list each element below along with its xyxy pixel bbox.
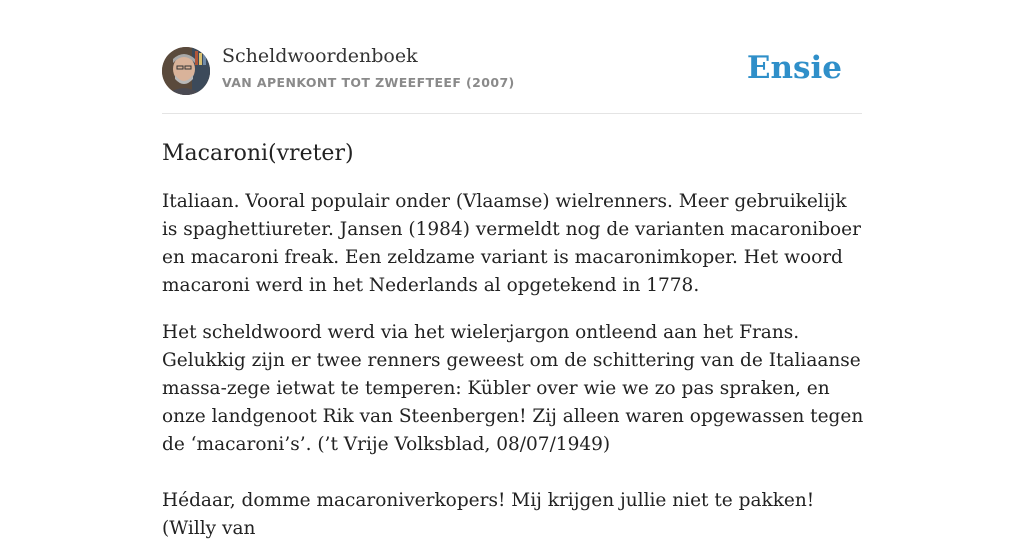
author-avatar[interactable]: [162, 47, 210, 95]
book-subtitle: VAN APENKONT TOT ZWEEFTEEF (2007): [222, 75, 515, 90]
entry-paragraph-3: Hédaar, domme macaroniverkopers! Mij krijgen jullie niet te pakken! (Willy van: [162, 490, 815, 539]
book-title[interactable]: Scheldwoordenboek: [222, 45, 418, 67]
entry-term: Macaroni(vreter): [162, 141, 354, 166]
entry-paragraph-1: Italiaan. Vooral populair onder (Vlaamse) wielrenners. Meer gebruikelijk is spaghettiureter. Jansen (1984) vermeldt nog de varianten macaroniboer en macaroni freak. Een zeldzame variant is macaronimkoper. Het woord macaroni werd in het Nederlands al opgetekend in 1778.: [162, 191, 861, 296]
entry-header: [162, 0, 862, 114]
entry-paragraph-2: Het scheldwoord werd via het wielerjargon ontleend aan het Frans. Gelukkig zijn er twee renners geweest om de schittering van de Italiaanse massa-zege ietwat te temperen: Kübler over wie we zo pas spraken, en onze landgenoot Rik van Steenbergen! Zij alleen waren opgewassen tegen de ‘macaroni’s’. (’t Vrije Volksblad, 08/07/1949): [162, 322, 864, 455]
page-container: [162, 0, 862, 543]
author-photo: [162, 47, 210, 95]
ensie-logo-link[interactable]: Ensie: [746, 50, 842, 86]
